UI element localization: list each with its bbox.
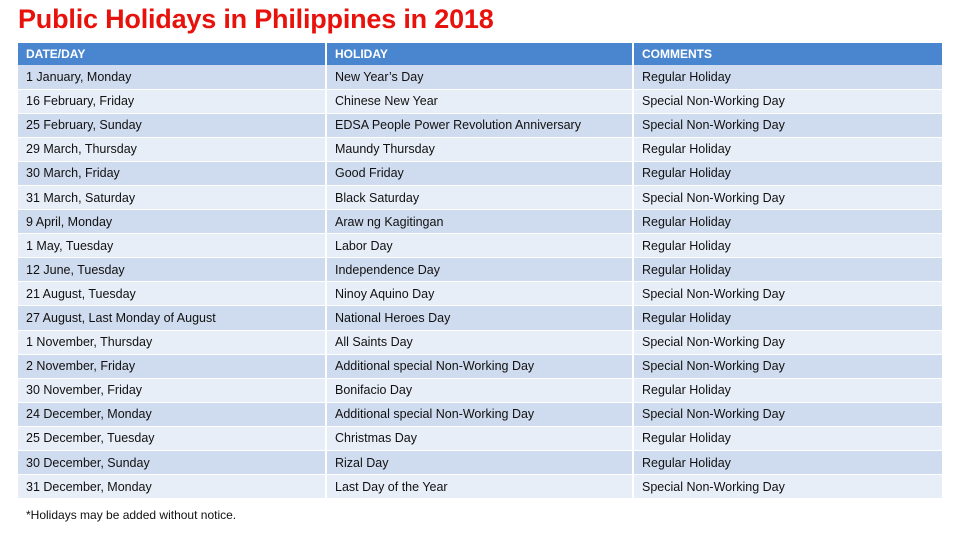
- table-row: [18, 210, 942, 234]
- date-cell: 12 June, Tuesday: [18, 258, 326, 282]
- comment-cell: Special Non-Working Day: [633, 113, 942, 137]
- date-cell: 31 December, Monday: [18, 475, 326, 499]
- date-cell: 9 April, Monday: [18, 210, 326, 234]
- date-cell: 29 March, Thursday: [18, 137, 326, 161]
- date-cell: 1 May, Tuesday: [18, 234, 326, 258]
- comment-cell: Regular Holiday: [633, 137, 942, 161]
- table-row: [18, 378, 942, 402]
- holiday-cell: Bonifacio Day: [326, 378, 633, 402]
- comment-cell: Special Non-Working Day: [633, 475, 942, 499]
- table-row: [18, 282, 942, 306]
- date-cell: 21 August, Tuesday: [18, 282, 326, 306]
- comment-cell: Special Non-Working Day: [633, 185, 942, 209]
- column-header-comments: COMMENTS: [633, 43, 942, 65]
- table-row: [18, 234, 942, 258]
- table-row: [18, 161, 942, 185]
- comment-cell: Regular Holiday: [633, 65, 942, 89]
- comment-cell: Regular Holiday: [633, 378, 942, 402]
- table-row: [18, 475, 942, 499]
- holiday-cell: Additional special Non-Working Day: [326, 402, 633, 426]
- table-row: [18, 354, 942, 378]
- holiday-cell: Independence Day: [326, 258, 633, 282]
- holidays-table: [18, 43, 942, 499]
- date-cell: 30 March, Friday: [18, 161, 326, 185]
- date-cell: 25 February, Sunday: [18, 113, 326, 137]
- date-cell: 24 December, Monday: [18, 402, 326, 426]
- comment-cell: Regular Holiday: [633, 426, 942, 450]
- holiday-cell: Labor Day: [326, 234, 633, 258]
- comment-cell: Special Non-Working Day: [633, 89, 942, 113]
- comment-cell: Special Non-Working Day: [633, 330, 942, 354]
- comment-cell: Regular Holiday: [633, 210, 942, 234]
- holiday-cell: All Saints Day: [326, 330, 633, 354]
- holiday-cell: Chinese New Year: [326, 89, 633, 113]
- page-title: Public Holidays in Philippines in 2018: [18, 4, 494, 34]
- date-cell: 30 November, Friday: [18, 378, 326, 402]
- comment-cell: Regular Holiday: [633, 161, 942, 185]
- holiday-cell: Ninoy Aquino Day: [326, 282, 633, 306]
- comment-cell: Special Non-Working Day: [633, 282, 942, 306]
- table-row: [18, 330, 942, 354]
- holiday-cell: EDSA People Power Revolution Anniversary: [326, 113, 633, 137]
- table-row: [18, 402, 942, 426]
- date-cell: 16 February, Friday: [18, 89, 326, 113]
- date-cell: 1 November, Thursday: [18, 330, 326, 354]
- holiday-cell: Good Friday: [326, 161, 633, 185]
- comment-cell: Regular Holiday: [633, 451, 942, 475]
- holiday-cell: Christmas Day: [326, 426, 633, 450]
- table-row: [18, 426, 942, 450]
- table-row: [18, 306, 942, 330]
- date-cell: 30 December, Sunday: [18, 451, 326, 475]
- holiday-cell: Black Saturday: [326, 185, 633, 209]
- column-header-holiday: HOLIDAY: [326, 43, 633, 65]
- table-row: [18, 65, 942, 89]
- column-header-date-day: DATE/DAY: [18, 43, 326, 65]
- comment-cell: Special Non-Working Day: [633, 402, 942, 426]
- date-cell: 27 August, Last Monday of August: [18, 306, 326, 330]
- comment-cell: Regular Holiday: [633, 258, 942, 282]
- table-header-row: [18, 43, 942, 65]
- table-body: [18, 65, 942, 499]
- holiday-cell: Last Day of the Year: [326, 475, 633, 499]
- table-row: [18, 89, 942, 113]
- holiday-cell: Rizal Day: [326, 451, 633, 475]
- holiday-cell: National Heroes Day: [326, 306, 633, 330]
- comment-cell: Special Non-Working Day: [633, 354, 942, 378]
- table-row: [18, 113, 942, 137]
- comment-cell: Regular Holiday: [633, 234, 942, 258]
- holiday-cell: Araw ng Kagitingan: [326, 210, 633, 234]
- date-cell: 2 November, Friday: [18, 354, 326, 378]
- holiday-cell: New Year’s Day: [326, 65, 633, 89]
- holiday-cell: Maundy Thursday: [326, 137, 633, 161]
- date-cell: 25 December, Tuesday: [18, 426, 326, 450]
- table-row: [18, 137, 942, 161]
- table-row: [18, 185, 942, 209]
- table-row: [18, 258, 942, 282]
- footnote: *Holidays may be added without notice.: [26, 508, 237, 522]
- date-cell: 1 January, Monday: [18, 65, 326, 89]
- holiday-cell: Additional special Non-Working Day: [326, 354, 633, 378]
- date-cell: 31 March, Saturday: [18, 185, 326, 209]
- table-row: [18, 451, 942, 475]
- comment-cell: Regular Holiday: [633, 306, 942, 330]
